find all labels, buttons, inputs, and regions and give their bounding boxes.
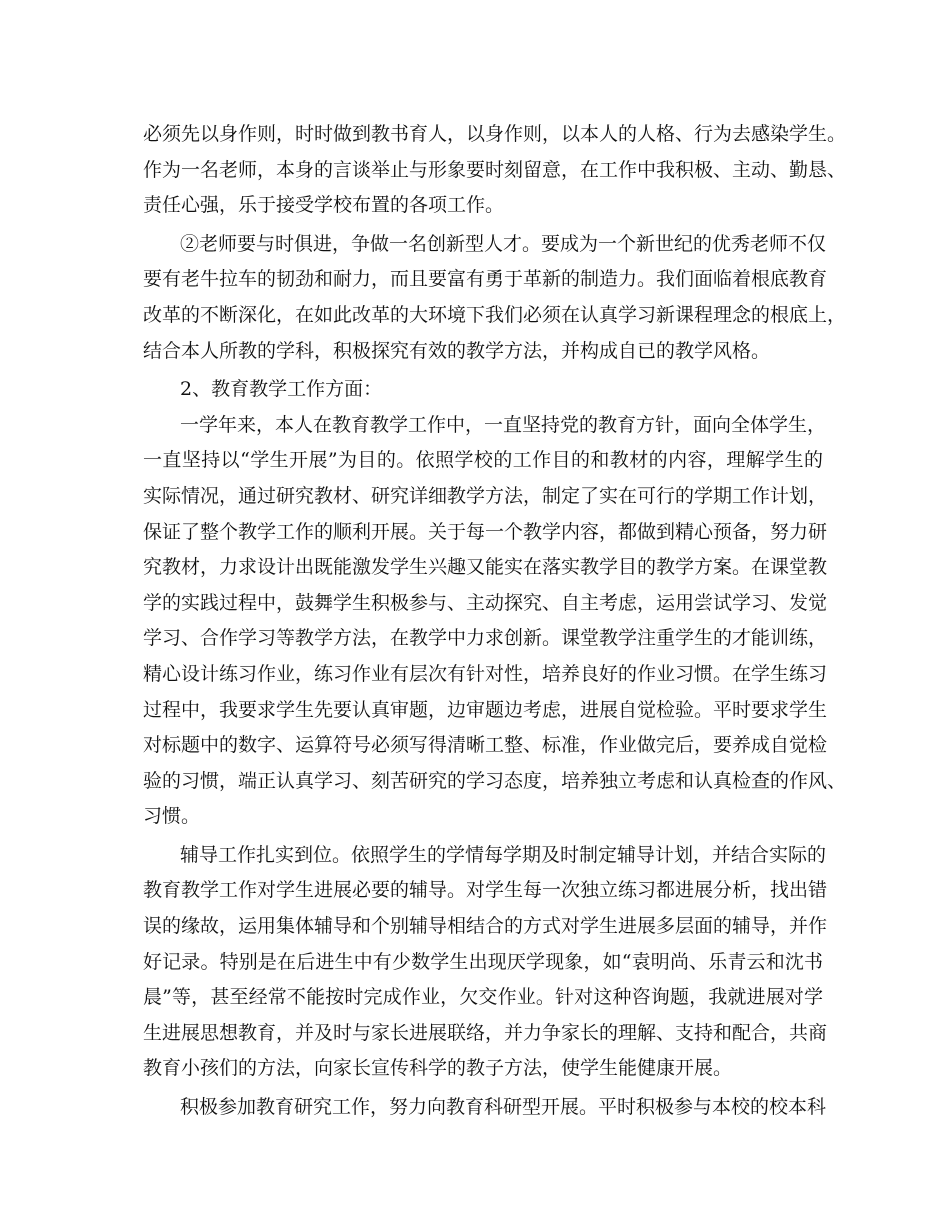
text-line: 必须先以身作则，时时做到教书育人，以身作则，以本人的人格、行为去感染学生。 <box>143 123 847 145</box>
paragraph-start-line: ②老师要与时俱进，争做一名创新型人才。要成为一个新世纪的优秀老师不仅 <box>180 232 827 255</box>
text-line: 生进展思想教育，并及时与家长进展联络，并力争家长的理解、支持和配合，共商 <box>143 1021 828 1044</box>
text-line: 学习、合作学习等教学方法，在教学中力求创新。课堂教学注重学生的才能训练， <box>143 627 828 650</box>
text-line: 结合本人所教的学科，积极探究有效的教学方法，并构成自已的教学风格。 <box>143 339 771 362</box>
text-line: 要有老牛拉车的韧劲和耐力，而且要富有勇于革新的制造力。我们面临着根底教育 <box>143 268 828 291</box>
paragraph-start-line: 辅导工作扎实到位。依照学生的学情每学期及时制定辅导计划，并结合实际的 <box>180 843 827 866</box>
text-line: 教育教学工作对学生进展必要的辅导。对学生每一次独立练习都进展分析，找出错 <box>143 879 828 902</box>
paragraph-start-line: 一学年来，本人在教育教学工作中，一直坚持党的教育方针，面向全体学生， <box>180 413 827 436</box>
text-line: 过程中，我要求学生先要认真审题，边审题边考虑，进展自觉检验。平时要求学生 <box>143 698 828 721</box>
text-line: 好记录。特别是在后进生中有少数学生出现厌学现象，如“袁明尚、乐青云和沈书 <box>143 950 823 973</box>
text-line: 究教材，力求设计出既能激发学生兴趣又能实在落实教学目的教学方案。在课堂教 <box>143 556 828 579</box>
text-line: 学的实践过程中，鼓舞学生积极参与、主动探究、自主考虑，运用尝试学习、发觉 <box>143 591 828 614</box>
text-line: 改革的不断深化，在如此改革的大环境下我们必须在认真学习新课程理念的根底上， <box>143 303 847 326</box>
text-line: 责任心强，乐于接受学校布置的各项工作。 <box>143 194 505 217</box>
text-line: 验的习惯，端正认真学习、刻苦研究的学习态度，培养独立考虑和认真检查的作风、 <box>143 769 847 792</box>
text-line: 精心设计练习作业，练习作业有层次有针对性，培养良好的作业习惯。在学生练习 <box>143 662 828 685</box>
text-line: 教育小孩们的方法，向家长宣传科学的教子方法，使学生能健康开展。 <box>143 1057 733 1080</box>
body-text <box>143 117 847 1126</box>
text-line: 晨”等，甚至经常不能按时完成作业，欠交作业。针对这种咨询题，我就进展对学 <box>143 986 823 1009</box>
paragraph-start-line: 积极参加教育研究工作，努力向教育科研型开展。平时积极参与本校的校本科 <box>180 1096 827 1119</box>
section-heading: 2、教育教学工作方面： <box>180 378 383 401</box>
text-line: 实际情况，通过研究教材、研究详细教学方法，制定了实在可行的学期工作计划， <box>143 484 828 507</box>
text-line: 作为一名老师，本身的言谈举止与形象要时刻留意，在工作中我积极、主动、勤恳、 <box>143 158 847 181</box>
text-line: 对标题中的数字、运算符号必须写得清晰工整、标准，作业做完后，要养成自觉检 <box>143 734 828 757</box>
text-line: 一直坚持以“学生开展”为目的。依照学校的工作目的和教材的内容，理解学生的 <box>143 449 823 472</box>
text-line: 保证了整个教学工作的顺利开展。关于每一个教学内容，都做到精心预备，努力研 <box>143 520 828 543</box>
text-line: 习惯。 <box>143 805 201 828</box>
text-line: 误的缘故，运用集体辅导和个别辅导相结合的方式对学生进展多层面的辅导，并作 <box>143 915 828 938</box>
